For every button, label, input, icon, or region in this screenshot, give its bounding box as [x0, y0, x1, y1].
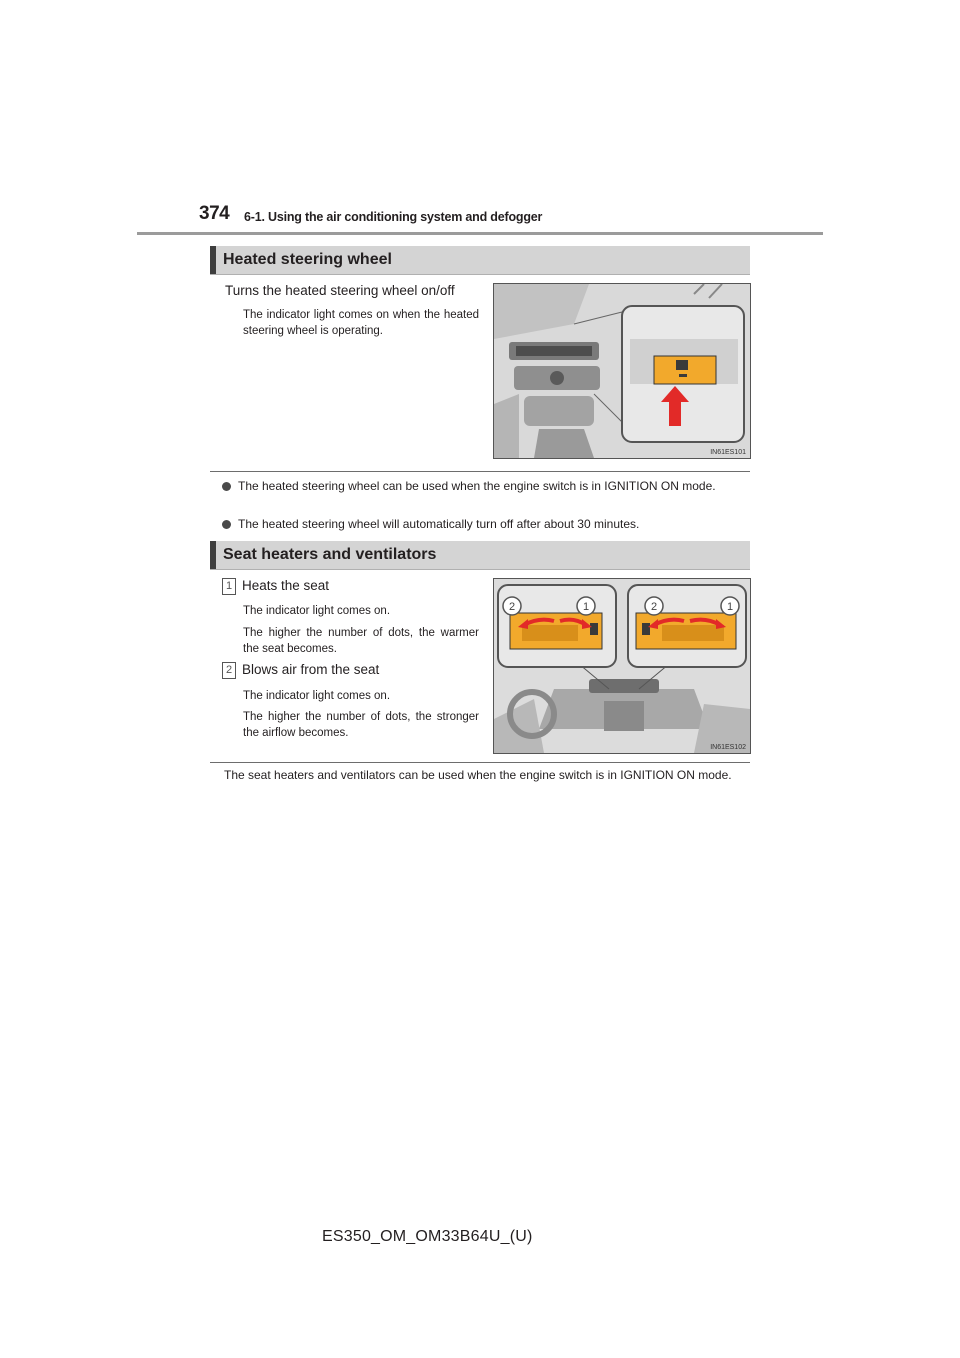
item-title: Blows air from the seat — [242, 662, 380, 677]
image-code: IN61ES101 — [710, 449, 746, 456]
steering-note: The indicator light comes on when the heated steering wheel is operating. — [243, 309, 479, 337]
callout-label: 2 — [508, 601, 516, 613]
item-title: Heats the seat — [242, 578, 330, 593]
heading-text: Heated steering wheel — [223, 251, 392, 268]
seat-switch-drawing — [494, 579, 750, 753]
heading-bar — [210, 246, 216, 274]
item-line1: The indicator light comes on. — [243, 605, 391, 617]
steering-switch-illustration — [493, 283, 751, 459]
bullet-item — [222, 478, 750, 494]
seat-footnote: The seat heaters and ventilators can be used when the engine switch is in IGNITION ON mode. — [224, 768, 732, 782]
bullet-item — [222, 516, 750, 532]
steering-switch-drawing — [494, 284, 750, 458]
item-line1: The indicator light comes on. — [243, 690, 391, 702]
bullet-text: The heated steering wheel can be used when the engine switch is in IGNITION ON mode. — [238, 479, 716, 493]
separator — [210, 471, 750, 472]
item-line2: The higher the number of dots, the warmer the seat becomes. — [243, 627, 479, 655]
item-number-1: 1 — [222, 578, 236, 595]
heading-bar — [210, 541, 216, 569]
chapter-title: 6-1. Using the air conditioning system and defogger — [244, 210, 543, 224]
bullet-text: The heated steering wheel will automatically turn off after about 30 minutes. — [238, 517, 640, 531]
callout-label: 1 — [726, 601, 734, 613]
callout-label: 1 — [582, 601, 590, 613]
section-heading-seat-heaters — [210, 541, 750, 570]
heading-text: Seat heaters and ventilators — [223, 546, 437, 563]
bullet-dot — [222, 482, 231, 491]
section-heading-heated-steering — [210, 246, 750, 275]
image-code: IN61ES102 — [710, 744, 746, 751]
page-number: 374 — [199, 203, 230, 224]
document-id: ES350_OM_OM33B64U_(U) — [322, 1228, 533, 1245]
header-rule — [137, 232, 823, 235]
item-line2: The higher the number of dots, the stronger the airflow becomes. — [243, 711, 479, 739]
steering-intro: Turns the heated steering wheel on/off — [225, 283, 455, 298]
separator — [210, 762, 750, 763]
bullet-dot — [222, 520, 231, 529]
seat-switch-illustration — [493, 578, 751, 754]
callout-label: 2 — [650, 601, 658, 613]
item-number-2: 2 — [222, 662, 236, 679]
